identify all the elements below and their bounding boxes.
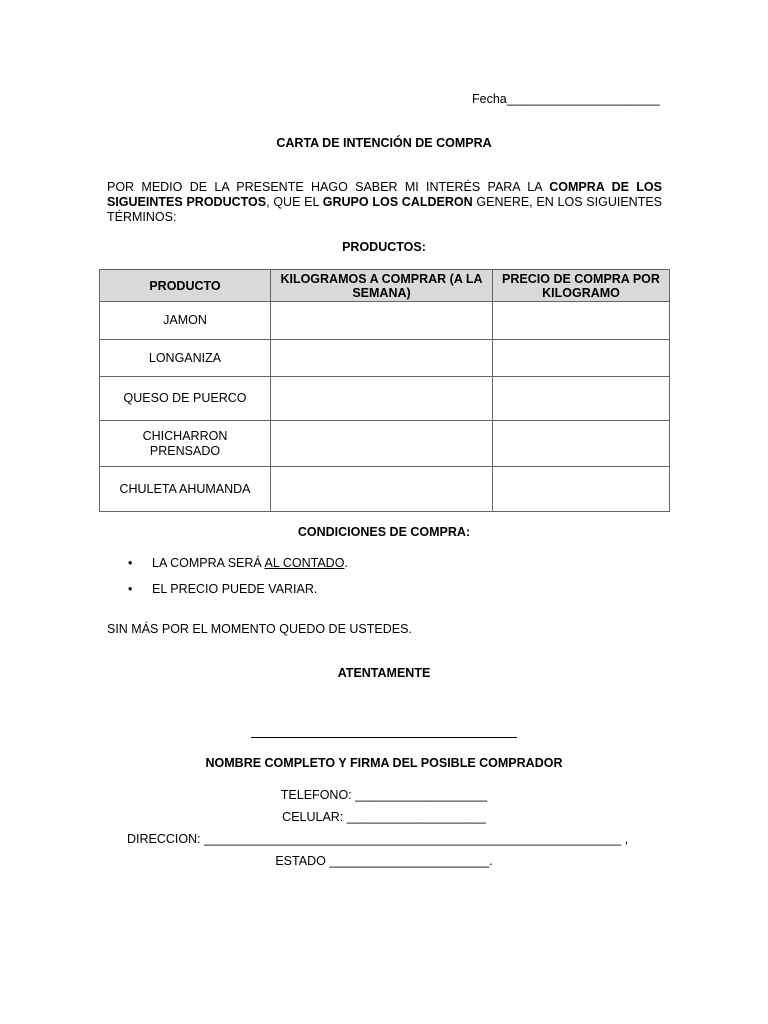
intro-bold-2: GRUPO LOS CALDERON <box>322 195 473 209</box>
estado-field[interactable]: ESTADO _______________________. <box>275 854 493 868</box>
atentamente-label: ATENTAMENTE <box>337 666 431 680</box>
signature-caption: NOMBRE COMPLETO Y FIRMA DEL POSIBLE COMPRADOR <box>205 756 563 770</box>
productos-heading: PRODUCTOS: <box>342 240 426 254</box>
cell-kilogramos[interactable] <box>271 302 493 340</box>
document-title: CARTA DE INTENCIÓN DE COMPRA <box>276 136 492 150</box>
products-table <box>99 269 670 512</box>
condition-text: LA COMPRA SERÁ <box>152 556 265 570</box>
telefono-field[interactable]: TELEFONO: ___________________ <box>280 788 488 802</box>
table-row <box>100 421 670 467</box>
condition-underlined: AL CONTADO <box>264 556 345 570</box>
cell-producto: LONGANIZA <box>100 340 271 377</box>
table-row <box>100 377 670 421</box>
cell-kilogramos[interactable] <box>271 377 493 421</box>
cell-kilogramos[interactable] <box>271 467 493 512</box>
closing-line: SIN MÁS POR EL MOMENTO QUEDO DE USTEDES. <box>107 622 412 636</box>
cell-kilogramos[interactable] <box>271 421 493 467</box>
intro-paragraph <box>107 180 662 225</box>
cell-producto: CHULETA AHUMANDA <box>100 467 271 512</box>
signature-line[interactable] <box>251 737 517 738</box>
cell-precio[interactable] <box>493 302 670 340</box>
fecha-field: Fecha______________________ <box>472 92 660 106</box>
conditions-heading: CONDICIONES DE COMPRA: <box>297 525 471 539</box>
condition-text: EL PRECIO PUEDE VARIAR. <box>152 582 318 596</box>
list-item <box>128 550 348 576</box>
conditions-list <box>128 550 348 602</box>
cell-precio[interactable] <box>493 421 670 467</box>
direccion-field[interactable]: DIRECCION: ____________________________________________________________ , <box>127 832 629 846</box>
table-row <box>100 340 670 377</box>
table-row <box>100 467 670 512</box>
header-precio: PRECIO DE COMPRA POR KILOGRAMO <box>493 270 670 302</box>
intro-bold-1: COMPRA DE LOS SIGUEINTES PRODUCTOS <box>107 180 662 209</box>
cell-producto: QUESO DE PUERCO <box>100 377 271 421</box>
cell-precio[interactable] <box>493 377 670 421</box>
list-item <box>128 576 348 602</box>
cell-precio[interactable] <box>493 467 670 512</box>
cell-producto: JAMON <box>100 302 271 340</box>
cell-producto: CHICHARRON PRENSADO <box>100 421 271 467</box>
cell-kilogramos[interactable] <box>271 340 493 377</box>
header-kilogramos: KILOGRAMOS A COMPRAR (A LA SEMANA) <box>271 270 493 302</box>
table-row <box>100 302 670 340</box>
intro-text-3: GENERE, EN LOS SIGUIENTES TÉRMINOS: <box>107 195 662 224</box>
celular-field[interactable]: CELULAR: ____________________ <box>282 810 486 824</box>
table-header-row <box>100 270 670 302</box>
condition-suffix: . <box>344 556 348 570</box>
bullet-icon: • <box>128 582 133 596</box>
header-producto: PRODUCTO <box>100 270 271 302</box>
bullet-icon: • <box>128 556 133 570</box>
cell-precio[interactable] <box>493 340 670 377</box>
intro-text-2: , QUE EL <box>266 195 323 209</box>
intro-text-1: POR MEDIO DE LA PRESENTE HAGO SABER MI INTERÉS PARA LA <box>107 180 550 194</box>
